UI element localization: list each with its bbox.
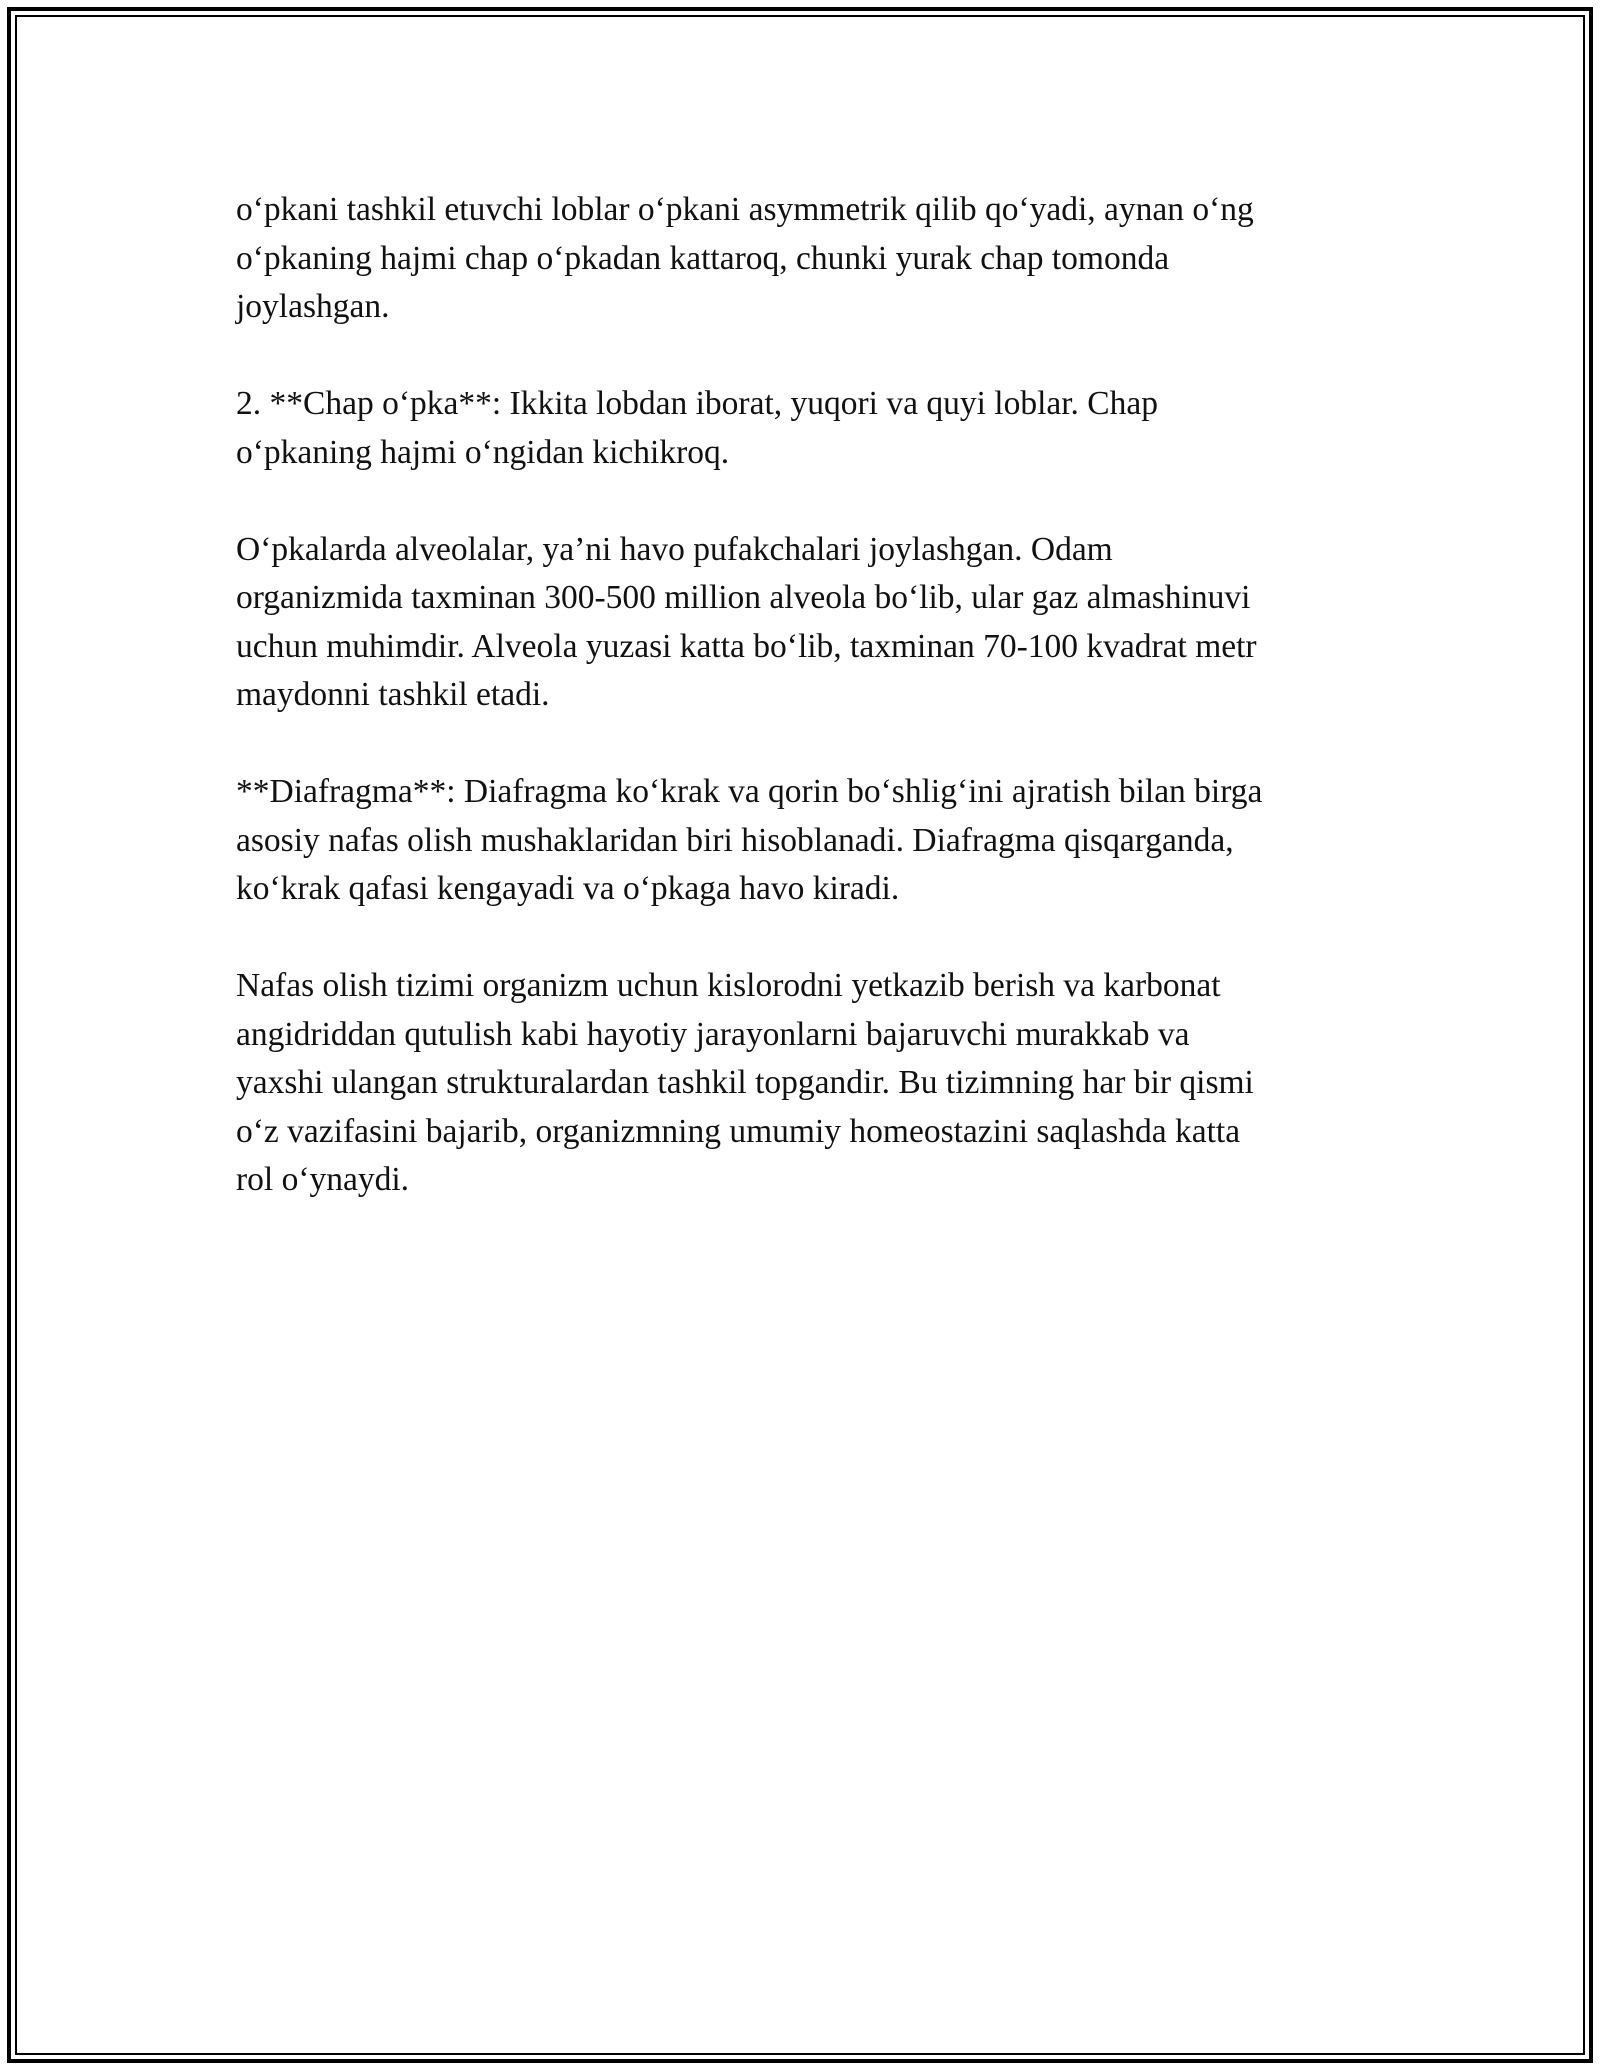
- text-line: o‘pkaning hajmi o‘ngidan kichikroq.: [236, 433, 730, 471]
- document-body: [236, 186, 1366, 1253]
- text-line: maydonni tashkil etadi.: [236, 676, 550, 713]
- paragraph-conclusion: [236, 962, 1366, 1205]
- paragraph-diaphragm: [236, 768, 1366, 914]
- text-line: angidriddan qutulish kabi hayotiy jarayonlarni bajaruvchi murakkab va: [236, 1015, 1190, 1053]
- text-line: 2. **Chap o‘pka**: Ikkita lobdan iborat, yuqori va quyi loblar. Chap: [236, 385, 1159, 422]
- text-line: ko‘krak qafasi kengayadi va o‘pkaga havo kiradi.: [236, 870, 900, 907]
- text-line: rol o‘ynaydi.: [236, 1161, 410, 1198]
- paragraph-left-lung: [236, 380, 1366, 477]
- text-line: O‘pkalarda alveolalar, ya’ni havo pufakchalari joylashgan. Odam: [236, 530, 1113, 568]
- text-line: uchun muhimdir. Alveola yuzasi katta bo‘lib, taxminan 70-100 kvadrat metr: [236, 627, 1257, 665]
- text-line: yaxshi ulangan strukturalardan tashkil topgandir. Bu tizimning har bir qismi: [236, 1064, 1254, 1101]
- text-line: o‘pkaning hajmi chap o‘pkadan kattaroq, chunki yurak chap tomonda: [236, 239, 1170, 277]
- paragraph-lobes-asymmetry: [236, 186, 1366, 332]
- text-line: asosiy nafas olish mushaklaridan biri hisoblanadi. Diafragma qisqarganda,: [236, 821, 1234, 859]
- text-line: Nafas olish tizimi organizm uchun kislorodni yetkazib berish va karbonat: [236, 967, 1221, 1004]
- text-line: o‘pkani tashkil etuvchi loblar o‘pkani asymmetrik qilib qo‘yadi, aynan o‘ng: [236, 191, 1254, 228]
- paragraph-alveoli: [236, 526, 1366, 720]
- text-line: o‘z vazifasini bajarib, organizmning umumiy homeostazini saqlashda katta: [236, 1112, 1241, 1150]
- text-line: organizmida taxminan 300-500 million alveola bo‘lib, ular gaz almashinuvi: [236, 579, 1251, 616]
- text-line: **Diafragma**: Diafragma ko‘krak va qorin bo‘shlig‘ini ajratish bilan birga: [236, 773, 1263, 810]
- text-line: joylashgan.: [236, 288, 390, 325]
